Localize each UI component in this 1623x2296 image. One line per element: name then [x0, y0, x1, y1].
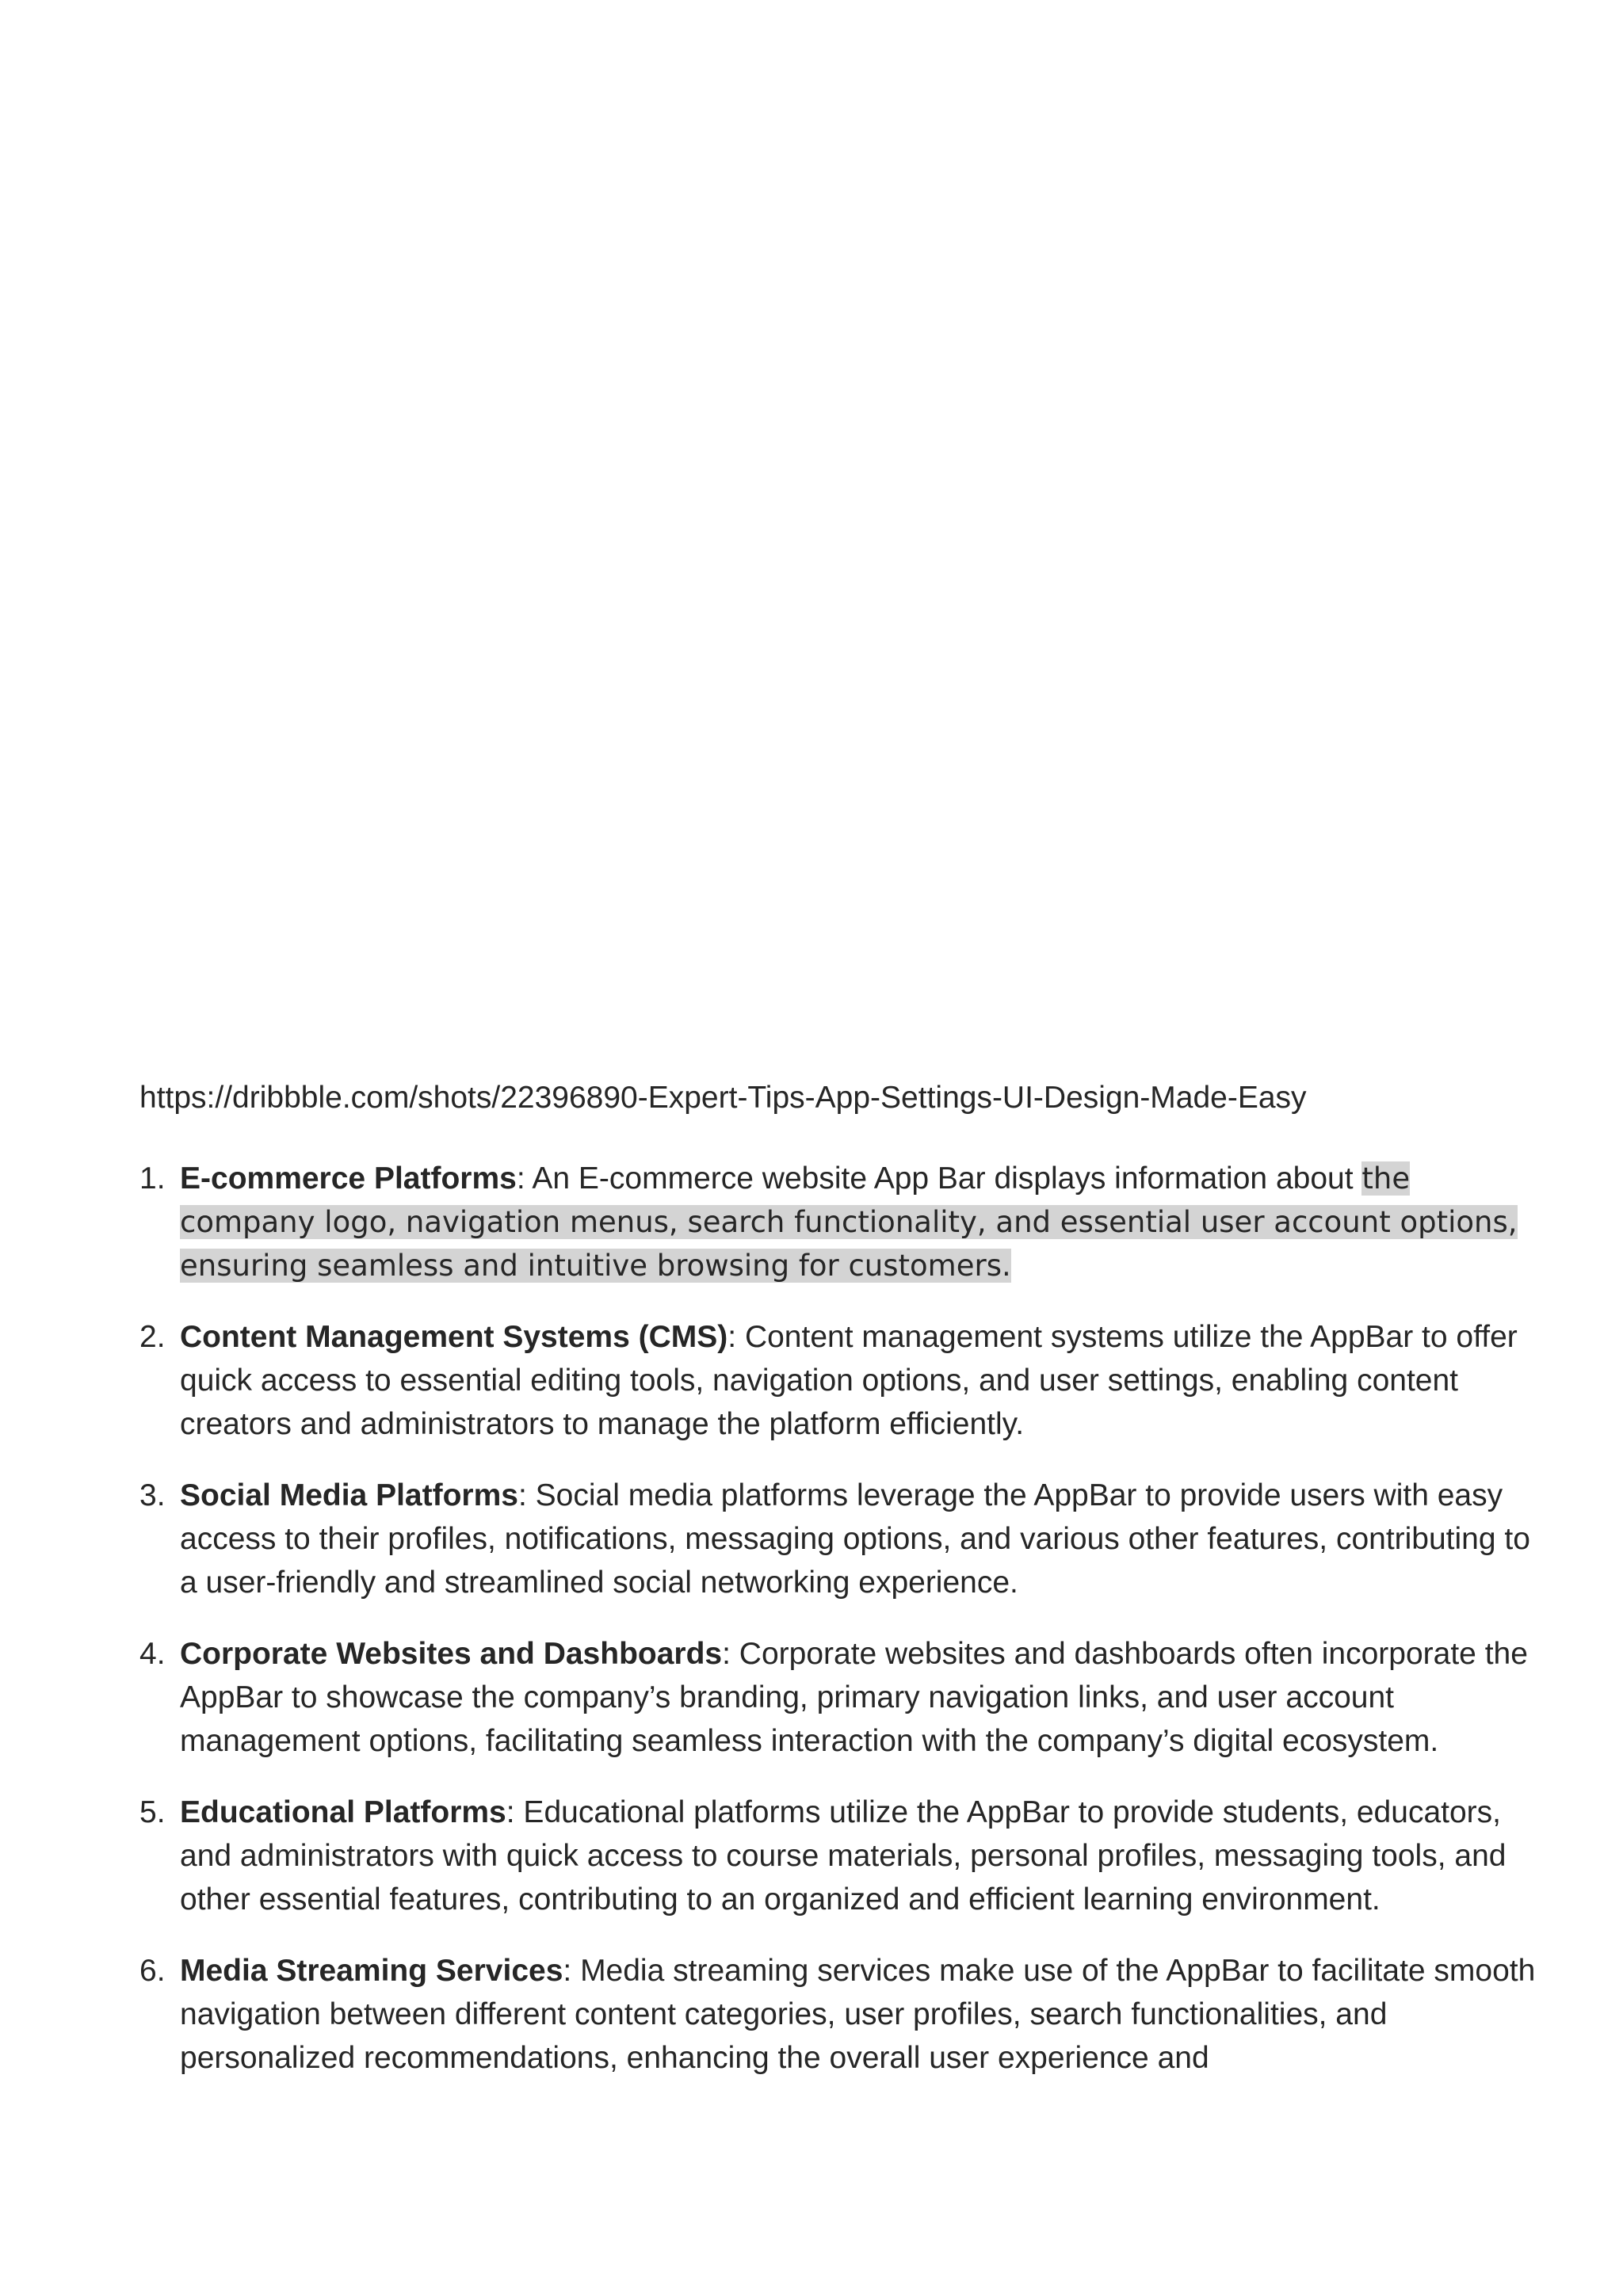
list-item — [0, 1632, 1623, 1763]
list-item-number: 2. — [139, 1320, 166, 1354]
list-item-number: 1. — [139, 1161, 166, 1196]
list-item-text: Media streaming services make use of the AppBar to facilitate smooth navigation between different content categories, user profiles, search functionalities, and personalized recommendations, enhancing the overall user experience and — [180, 1954, 1536, 2075]
list-item-text: Social media platforms leverage the AppBar to provide users with easy access to their profiles, notifications, messaging options, and various other features, contributing to a user-friendly and streamlined social networking experience. — [180, 1478, 1530, 1600]
list-item-separator: : — [506, 1795, 515, 1829]
list-item-separator: : — [722, 1637, 731, 1671]
list-item — [0, 1949, 1623, 2080]
list-item — [0, 1157, 1623, 1287]
list-item-term: Social Media Platforms — [180, 1478, 518, 1512]
list-item-text: Educational platforms utilize the AppBar to provide students, educators, and administrators with quick access to course materials, personal profiles, messaging tools, and other essential features, contributing to an organized and efficient learning environment. — [180, 1795, 1507, 1917]
list-item-body — [180, 1315, 1543, 1446]
list-item — [0, 1315, 1623, 1446]
list-item-term: E-commerce Platforms — [180, 1161, 517, 1196]
list-item-separator: : — [727, 1320, 737, 1354]
list-item-number: 6. — [139, 1954, 166, 1988]
list-item-number: 4. — [139, 1637, 166, 1671]
list-item-number: 5. — [139, 1795, 166, 1829]
list-item-text: Content management systems utilize the AppBar to offer quick access to essential editing tools, navigation options, and user settings, enabling content creators and administrators to manage the platform efficiently. — [180, 1320, 1518, 1441]
list-item-term: Corporate Websites and Dashboards — [180, 1637, 723, 1671]
list-item-body — [180, 1791, 1543, 1921]
list-item — [0, 1474, 1623, 1604]
list-item-term: Media Streaming Services — [180, 1954, 563, 1988]
list-item-body — [180, 1157, 1543, 1287]
use-case-list — [0, 1157, 1623, 2107]
list-item-text: An E-commerce website App Bar displays information about — [525, 1161, 1362, 1196]
list-item-body — [180, 1949, 1543, 2080]
list-item-number: 3. — [139, 1478, 166, 1512]
list-item — [0, 1791, 1623, 1921]
list-item-separator: : — [516, 1161, 525, 1196]
list-item-separator: : — [517, 1478, 527, 1512]
list-item-term: Content Management Systems (CMS) — [180, 1320, 728, 1354]
list-item-body — [180, 1632, 1543, 1763]
list-item-text: Corporate websites and dashboards often incorporate the AppBar to showcase the company’s branding, primary navigation links, and user account management options, facilitating seamless interaction with the company’s digital ecosystem. — [180, 1637, 1528, 1758]
list-item-separator: : — [563, 1954, 572, 1988]
source-url[interactable]: https://dribbble.com/shots/22396890-Expert-Tips-App-Settings-UI-Design-Made-Easy — [139, 1081, 1307, 1115]
list-item-term: Educational Platforms — [180, 1795, 506, 1829]
list-item-body — [180, 1474, 1543, 1604]
highlighted-text: the company logo, navigation menus, search functionality, and essential user account options, ensuring seamless and intuitive browsing for customers. — [180, 1161, 1518, 1283]
